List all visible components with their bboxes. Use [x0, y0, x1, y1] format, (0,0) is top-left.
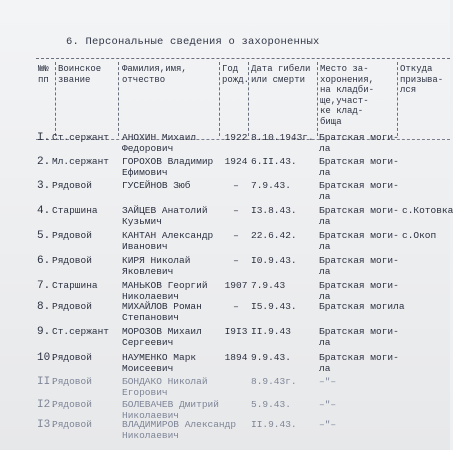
death-date-cell: 8.10.1943г. — [251, 132, 314, 143]
row-number: 6. — [37, 255, 51, 267]
column-divider — [118, 62, 119, 136]
death-date-cell: 7.9.43. — [251, 180, 291, 191]
rank-cell: Рядовой — [52, 419, 92, 430]
column-divider — [219, 62, 220, 136]
birth-year-cell: – — [233, 301, 239, 312]
rank-cell: Старшина — [52, 280, 98, 291]
row-number: 9. — [37, 326, 51, 338]
column-divider — [397, 62, 398, 136]
death-date-cell: 9.9.43. — [251, 352, 291, 363]
birth-year-cell: – — [233, 255, 239, 266]
death-date-cell: I3.8.43. — [251, 205, 297, 216]
death-date-cell: II.9.43 — [251, 326, 291, 337]
death-date-cell: 6.II.43. — [251, 156, 297, 167]
burial-place-cell: Братская моги- — [319, 132, 399, 143]
burial-place-cell: Братская моги- — [319, 230, 399, 241]
surname-name-cell: АНОХИН Михаил — [122, 132, 197, 143]
section-title: 6. Персональные сведения о захороненных — [66, 36, 320, 48]
patronymic-cell: Моисеевич — [122, 363, 174, 374]
burial-place-cont-cell: ла — [319, 363, 331, 374]
death-date-cell: 5.9.43. — [251, 399, 291, 410]
column-divider — [248, 62, 249, 136]
burial-place-cell: Братская моги- — [319, 280, 399, 291]
burial-place-cont-cell: ла — [319, 266, 331, 277]
surname-name-cell: МИХАЙЛОВ Роман — [122, 301, 202, 312]
row-number: 10. — [37, 352, 57, 364]
patronymic-cell: Степанович — [122, 312, 180, 323]
surname-name-cell: БОЛЕВАЧЕВ Дмитрий — [122, 399, 219, 410]
row-number: II. — [37, 376, 57, 388]
patronymic-cell: Яковлевич — [122, 266, 174, 277]
burial-place-cell: Братская моги- — [319, 205, 399, 216]
death-date-cell: II.9.43. — [251, 419, 297, 430]
rank-cell: Ст.сержант — [52, 326, 110, 337]
death-date-cell: 8.9.43г. — [251, 376, 297, 387]
table-row — [0, 133, 450, 157]
burial-place-cell: –"– — [319, 399, 337, 410]
row-number: I2. — [37, 399, 57, 411]
patronymic-cell: Кузьмич — [122, 216, 162, 227]
header-origin: Откуда призыва- лся — [400, 64, 444, 95]
death-date-cell: I5.9.43. — [251, 301, 297, 312]
surname-name-cell: КАНТАН Александр — [122, 230, 214, 241]
table-row — [0, 231, 450, 255]
row-number: 3. — [37, 180, 51, 192]
death-date-cell: I0.9.43. — [251, 255, 297, 266]
birth-year-cell: – — [233, 180, 239, 191]
row-number: 7. — [37, 280, 51, 292]
birth-year-cell: I9I3 — [224, 326, 248, 337]
burial-place-cont-cell: ла — [319, 291, 331, 302]
rank-cell: Рядовой — [52, 255, 92, 266]
row-number: I3. — [37, 419, 57, 431]
burial-place-cont-cell: ла — [319, 191, 331, 202]
header-date: Дата гибели или смерти — [251, 64, 311, 85]
rank-cell: Рядовой — [52, 301, 92, 312]
rank-cell: Рядовой — [52, 376, 92, 387]
patronymic-cell: Иванович — [122, 241, 168, 252]
patronymic-cell: Сергеевич — [122, 337, 174, 348]
burial-place-cont-cell: ла — [319, 337, 331, 348]
row-number: 5. — [37, 230, 51, 242]
origin-cell: с.Котовка — [402, 205, 453, 216]
patronymic-cell: Ефимович — [122, 167, 168, 178]
birth-year-cell: 1894 — [224, 352, 248, 363]
death-date-cell: 7.9.43 — [251, 280, 286, 291]
table-row — [0, 420, 450, 444]
birth-year-cell: 1907 — [224, 280, 248, 291]
burial-place-cell: –"– — [319, 376, 337, 387]
burial-place-cont-cell: ла — [319, 216, 331, 227]
table-row — [0, 256, 450, 280]
burial-place-cell: Братская могила — [319, 301, 405, 312]
surname-name-cell: КИРЯ Николай — [122, 255, 191, 266]
table-row — [0, 327, 450, 351]
header-num: №№ пп — [38, 64, 49, 85]
header-rank: Воинское звание — [58, 64, 102, 85]
birth-year-cell: 1924 — [224, 156, 248, 167]
table-row — [0, 377, 450, 401]
patronymic-cell: Егорович — [122, 387, 168, 398]
burial-place-cell: Братская моги- — [319, 352, 399, 363]
column-divider — [55, 62, 56, 136]
patronymic-cell: Николаевич — [122, 430, 180, 441]
birth-year-cell: – — [233, 230, 239, 241]
surname-name-cell: ГОРОХОВ Владимир — [122, 156, 214, 167]
table-row — [0, 353, 450, 377]
row-number: 2. — [37, 156, 51, 168]
table-row — [0, 181, 450, 205]
origin-cell: с.Окоп — [402, 230, 437, 241]
surname-name-cell: МАНЬКОВ Георгий — [122, 280, 208, 291]
burial-place-cell: Братская моги- — [319, 255, 399, 266]
table-row — [0, 302, 450, 326]
table-row — [0, 205, 453, 230]
burial-place-cont-cell: ла — [319, 143, 331, 154]
surname-name-cell: МОРОЗОВ Михаил — [122, 326, 202, 337]
header-name: Фамилия,имя, отчество — [122, 64, 187, 85]
burial-place-cont-cell: ла — [319, 241, 331, 252]
table-row — [0, 157, 450, 181]
surname-name-cell: ВЛАДИМИРОВ Александр — [122, 419, 237, 430]
rank-cell: Рядовой — [52, 180, 92, 191]
surname-name-cell: БОНДАКО Николай — [122, 376, 208, 387]
rank-cell: Старшина — [52, 205, 98, 216]
surname-name-cell: НАУМЕНКО Марк — [122, 352, 197, 363]
rank-cell: Ст.сержант — [52, 132, 110, 143]
patronymic-cell: Николаевич — [122, 291, 180, 302]
header-top-rule — [36, 58, 450, 59]
birth-year-cell: 1922 — [224, 132, 248, 143]
rank-cell: Рядовой — [52, 230, 92, 241]
burial-place-cell: –"– — [319, 419, 337, 430]
rank-cell: Рядовой — [52, 352, 92, 363]
column-divider — [317, 62, 318, 136]
burial-place-cont-cell: ла — [319, 167, 331, 178]
birth-year-cell: – — [233, 205, 239, 216]
row-number: 8. — [37, 301, 51, 313]
death-date-cell: 22.6.42. — [251, 230, 297, 241]
header-year: Год рожд. — [222, 64, 250, 85]
patronymic-cell: Федорович — [122, 143, 174, 154]
patronymic-cell: Николаевич — [122, 410, 180, 421]
rank-cell: Мл.сержант — [52, 156, 110, 167]
row-number: I. — [37, 132, 51, 144]
surname-name-cell: ЗАЙЦЕВ Анатолий — [122, 205, 208, 216]
rank-cell: Рядовой — [52, 399, 92, 410]
header-place: Место за- хоронения, на кладби- ще,участ- ке клад- бища — [320, 64, 375, 127]
burial-place-cell: Братская моги- — [319, 326, 399, 337]
burial-place-cell: Братская моги- — [319, 156, 399, 167]
row-number: 4. — [37, 205, 51, 217]
burial-place-cell: Братская моги- — [319, 180, 399, 191]
surname-name-cell: ГУСЕЙНОВ Зюб — [122, 180, 191, 191]
